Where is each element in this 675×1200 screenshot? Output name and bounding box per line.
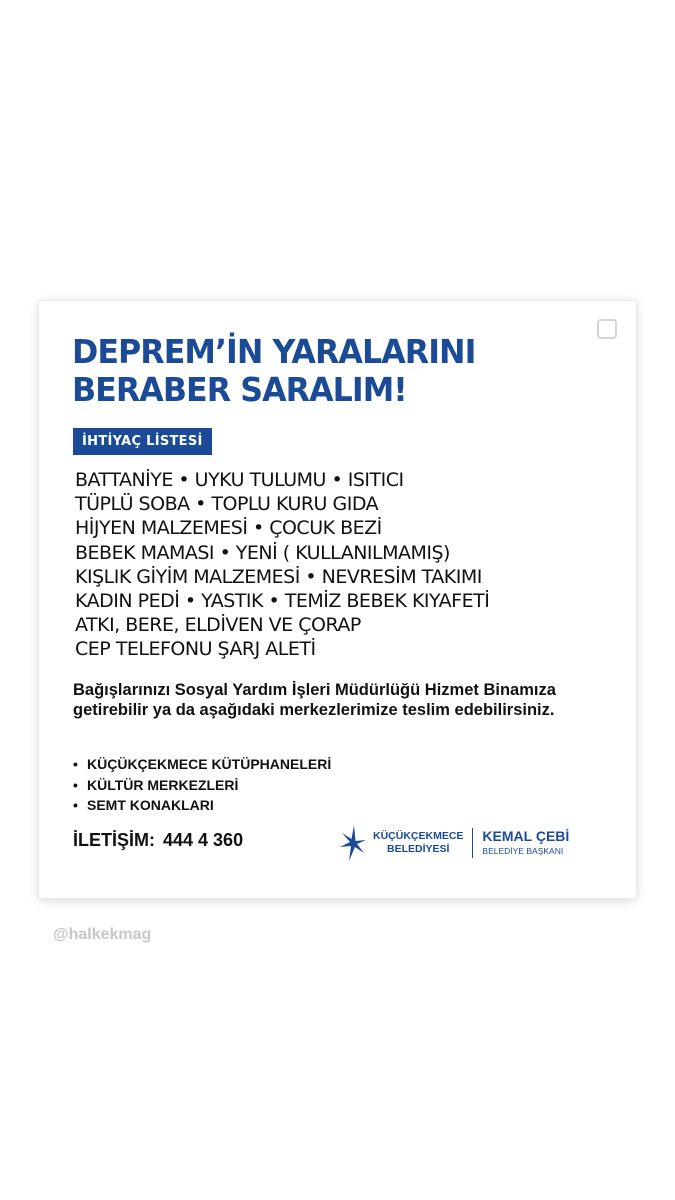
needs-item: KIŞLIK GİYİM MALZEMESİ • NEVRESİM TAKIMI (75, 565, 482, 588)
needs-list (75, 468, 489, 662)
watermark: @halkekmag (53, 926, 152, 943)
headline-line-2: BERABER SARALIM! (72, 370, 407, 409)
needs-item: BATTANİYE • UYKU TULUMU • ISITICI (75, 469, 404, 491)
headline (72, 333, 590, 409)
centers-list (73, 754, 331, 816)
bullet-icon: • (73, 756, 78, 772)
needs-list-badge: İHTİYAÇ LİSTESİ (73, 428, 212, 455)
needs-item: BEBEK MAMASI • YENİ ( KULLANILMAMIŞ) (75, 541, 450, 564)
save-icon[interactable] (597, 319, 617, 339)
mayor-block (482, 828, 569, 858)
post-image (39, 301, 636, 898)
donation-info: Bağışlarınızı Sosyal Yardım İşleri Müdürlüğü Hizmet Binamıza getirebilir ya da aşağıdaki merkezlerimize teslim edebilirsiniz. (73, 681, 556, 719)
municipality-line-2: BELEDİYESİ (386, 843, 450, 855)
municipality-line-1: KÜÇÜKÇEKMECE (373, 830, 464, 842)
contact-label: İLETİŞİM: (73, 830, 155, 850)
needs-item: CEP TELEFONU ŞARJ ALETİ (75, 638, 316, 661)
needs-item: HİJYEN MALZEMESİ • ÇOCUK BEZİ (75, 517, 382, 540)
bullet-icon: • (73, 797, 78, 813)
center-label: SEMT KONAKLARI (87, 797, 214, 813)
needs-item: KADIN PEDİ • YASTIK • TEMİZ BEBEK KIYAFETİ (75, 590, 490, 613)
center-item (73, 795, 331, 816)
needs-item: ATKI, BERE, ELDİVEN VE ÇORAP (75, 614, 361, 637)
center-label: KÜLTÜR MERKEZLERİ (87, 776, 239, 793)
star-logo-icon (339, 823, 367, 863)
mayor-title: BELEDİYE BAŞKANI (482, 846, 564, 856)
mayor-name: KEMAL ÇEBİ (482, 828, 570, 844)
center-label: KÜÇÜKÇEKMECE KÜTÜPHANELERİ (87, 756, 332, 772)
center-item (73, 754, 331, 775)
bullet-icon: • (73, 776, 78, 793)
headline-line-1: DEPREM’İN YARALARINI (72, 332, 476, 371)
municipality-logo (339, 823, 569, 863)
center-item (73, 775, 331, 796)
contact-info (73, 829, 243, 851)
contact-phone: 444 4 360 (163, 830, 244, 850)
municipality-name (373, 830, 463, 856)
logo-divider (472, 828, 473, 858)
needs-item: TÜPLÜ SOBA • TOPLU KURU GIDA (75, 493, 379, 516)
